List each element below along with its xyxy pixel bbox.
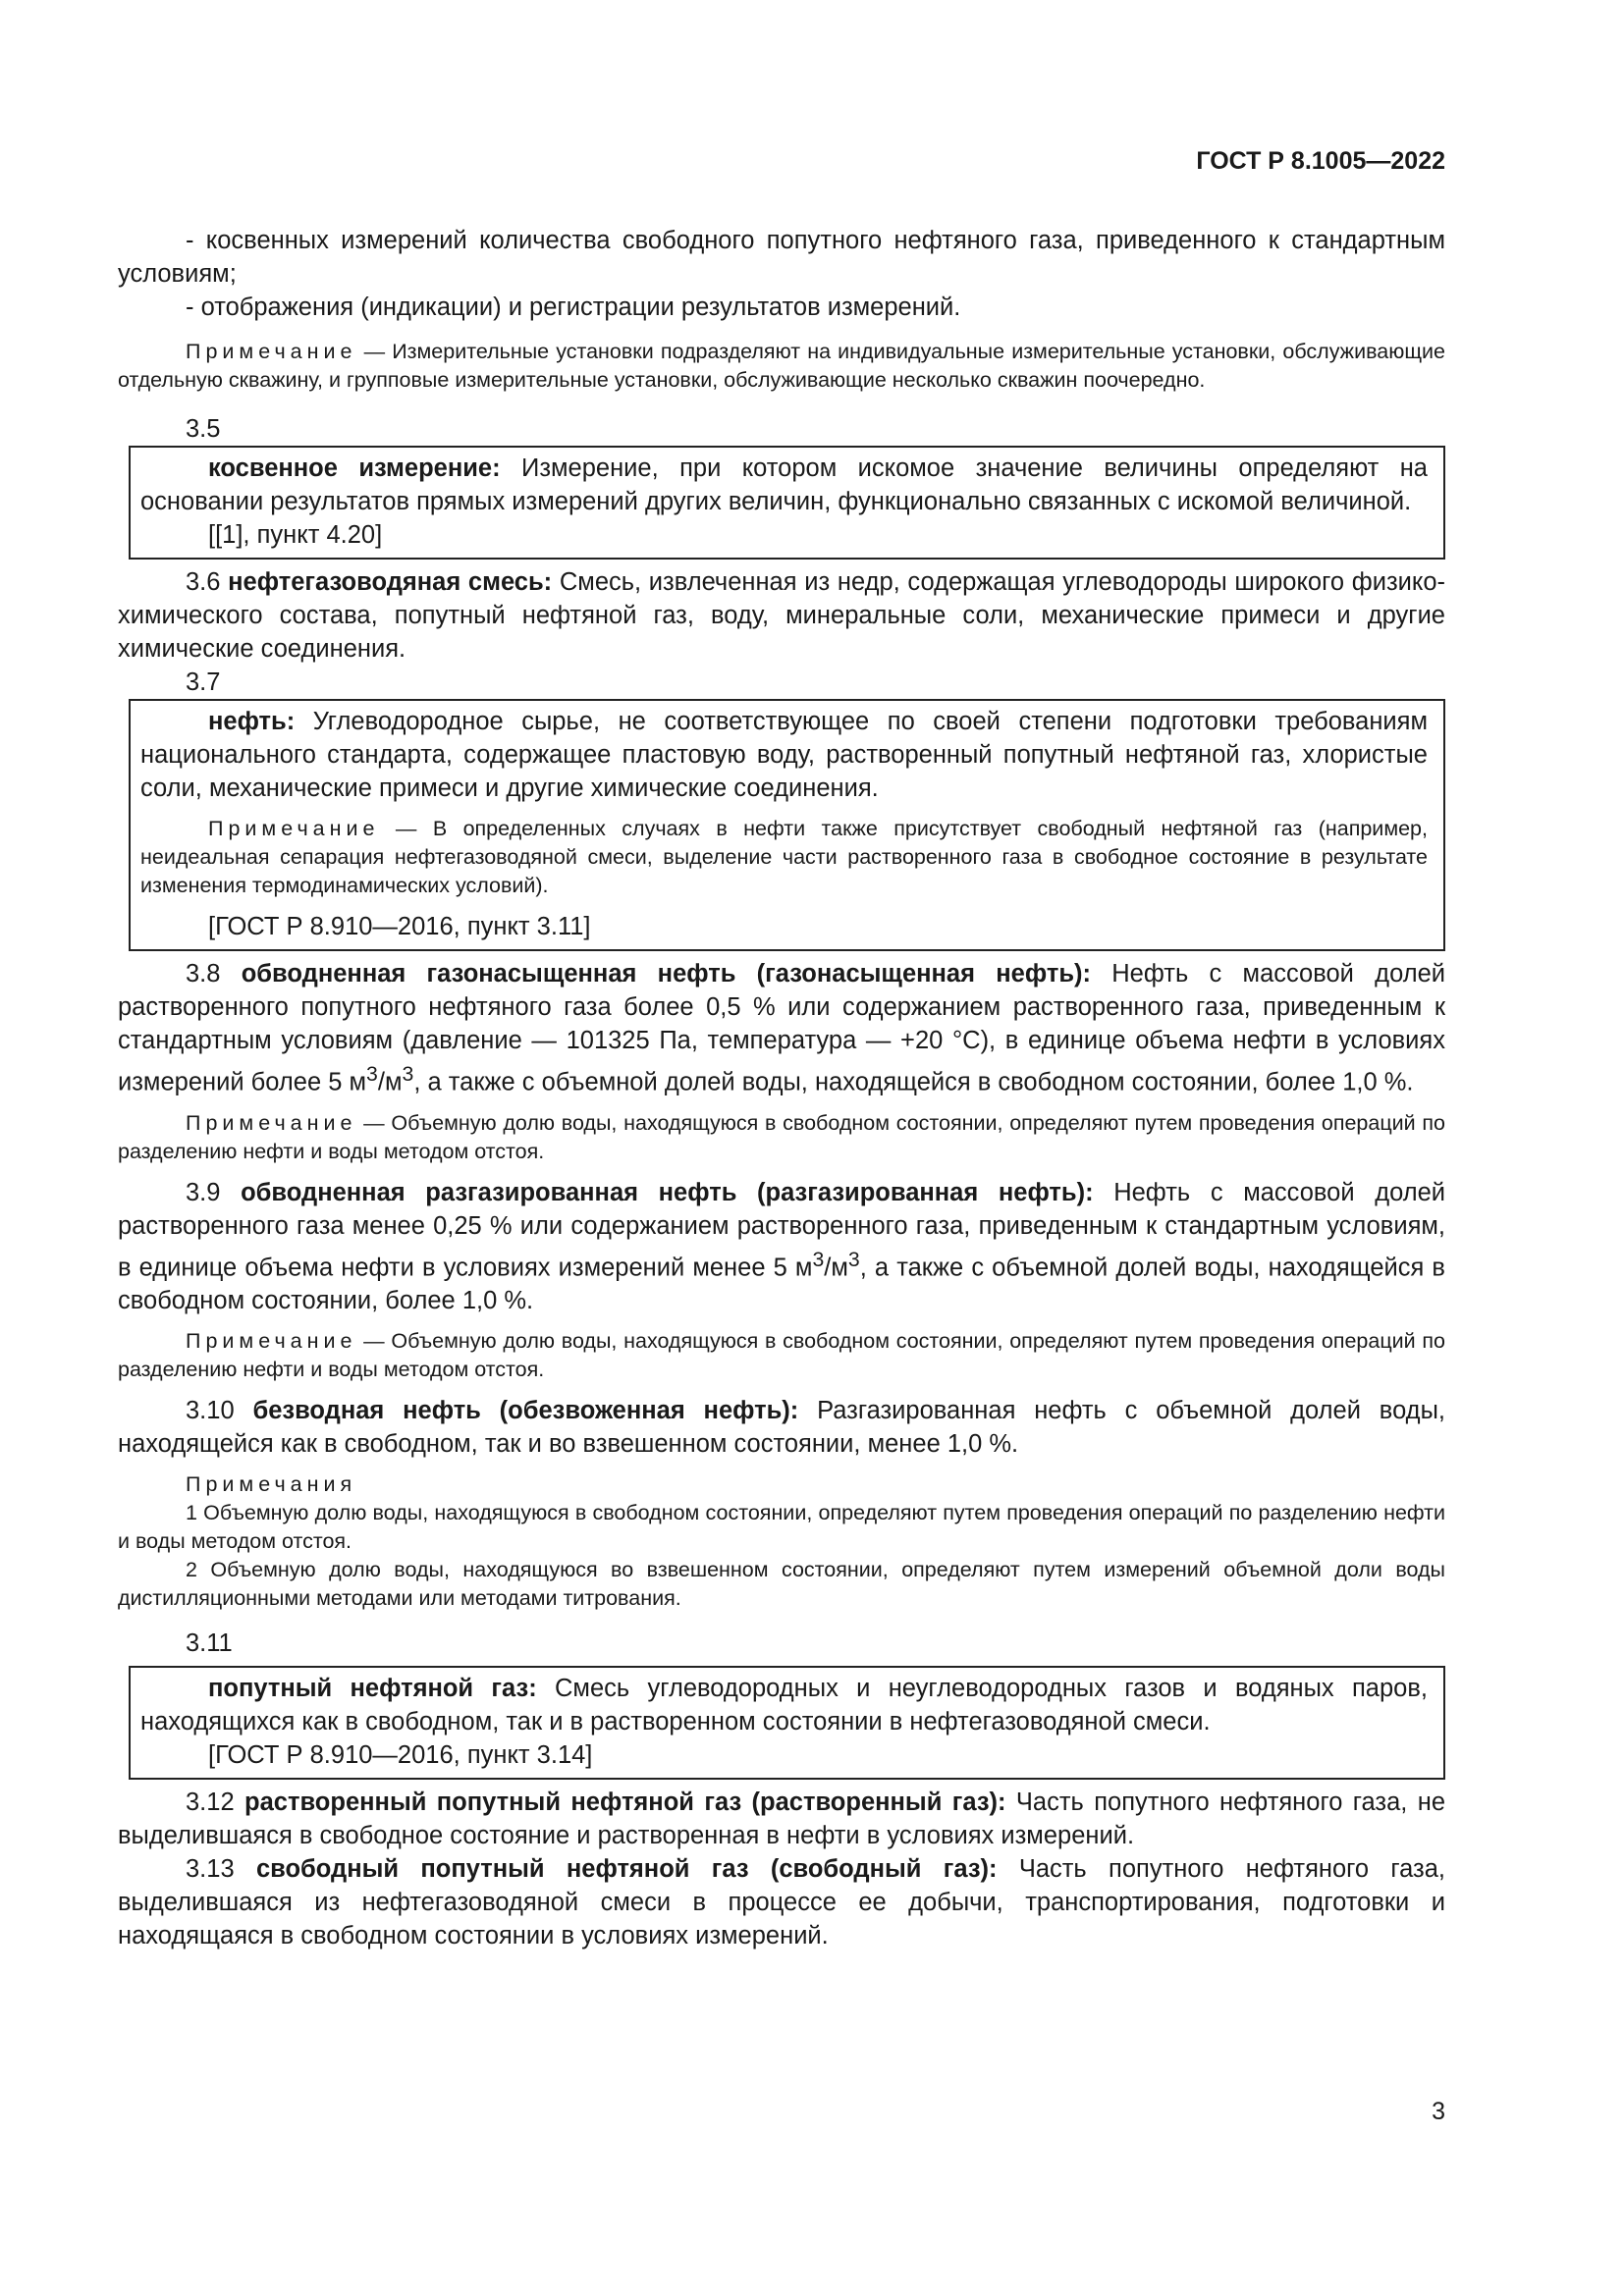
definition: Часть попутного нефтяного газа, выделившаяся из нефтегазоводяной смеси в процессе ее добычи, транспортирования, подготовки и находящаяся в свободном состоянии в условиях измерений. xyxy=(118,1855,1445,1949)
term: обводненная разгазированная нефть (разгазированная нефть): xyxy=(241,1178,1094,1206)
superscript: 3 xyxy=(366,1062,378,1086)
section-number: 3.10 xyxy=(186,1397,235,1424)
section-3-6 xyxy=(118,565,1445,666)
section-3-5-number: 3.5 xyxy=(186,415,221,443)
term: нефтегазоводяная смесь: xyxy=(228,568,553,596)
section-3-11-box xyxy=(129,1666,1445,1780)
section-3-13 xyxy=(118,1852,1445,1952)
unit-slash: /м xyxy=(824,1254,848,1281)
section-number: 3.12 xyxy=(186,1789,235,1816)
section-3-10-notes-label: Примечания xyxy=(186,1472,357,1496)
note-label: Примечание xyxy=(186,1110,357,1135)
section-3-7-number: 3.7 xyxy=(186,668,221,696)
superscript: 3 xyxy=(847,1247,860,1271)
term: обводненная газонасыщенная нефть (газонасыщенная нефть): xyxy=(241,960,1091,988)
definition-part-b: , а также с объемной долей воды, находящейся в свободном состоянии, более 1,0 %. xyxy=(118,1254,1445,1314)
note-label: Примечание xyxy=(186,340,357,363)
section-number: 3.9 xyxy=(186,1178,221,1206)
section-3-12 xyxy=(118,1786,1445,1852)
section-3-10-note-1: 1 Объемную долю воды, находящуюся в свободном состоянии, определяют путем проведения операций по разделению нефти и воды методом отстоя. xyxy=(118,1501,1445,1553)
section-number: 3.13 xyxy=(186,1855,235,1883)
definition: Измерение, при котором искомое значение величины определяют на основании результатов прямых измерений других величин, функционально связанных с искомой величиной. xyxy=(140,454,1428,515)
definition: Смесь углеводородных и неуглеводородных газов и водяных паров, находящихся как в свободном, так и в растворенном состоянии в нефтегазоводяной смеси. xyxy=(140,1675,1428,1735)
note-text: — Объемную долю воды, находящуюся в свободном состоянии, определяют путем проведения операций по разделению нефти и воды методом отстоя. xyxy=(118,1110,1445,1163)
definition-part-a: Нефть с массовой долей растворенного попутного нефтяного газа более 0,5 % или содержанием растворенного газа, приведенным к стандартным условиям (давление — 101325 Па, температура — +20 °С), в единице объема нефти в условиях измерений более 5 м xyxy=(118,960,1445,1096)
section-number: 3.6 xyxy=(186,568,221,596)
page-number: 3 xyxy=(1432,2098,1445,2125)
note-label: Примечание xyxy=(208,817,380,840)
definition: Углеводородное сырье, не соответствующее по своей степени подготовки требованиям национального стандарта, содержащее пластовую воду, растворенный попутный нефтяной газ, хлористые соли, механические примеси и другие химические соединения. xyxy=(140,708,1428,802)
section-3-8 xyxy=(118,957,1445,1099)
note-text: — В определенных случаях в нефти также присутствует свободный нефтяной газ (например, неидеальная сепарация нефтегазоводяной смеси, выделение части растворенного газа в свободное состояние в результате изменения термодинамических условий). xyxy=(140,817,1428,897)
term: растворенный попутный нефтяной газ (растворенный газ): xyxy=(244,1789,1006,1816)
note-text: — Объемную долю воды, находящуюся в свободном состоянии, определяют путем проведения операций по разделению нефти и воды методом отстоя. xyxy=(118,1329,1445,1381)
section-3-10 xyxy=(118,1394,1445,1461)
superscript: 3 xyxy=(812,1247,825,1271)
definition: Разгазированная нефть с объемной долей воды, находящейся как в свободном, так и во взвешенном состоянии, менее 1,0 %. xyxy=(118,1397,1445,1458)
unit-slash: /м xyxy=(377,1068,403,1096)
page-body xyxy=(118,147,1445,1952)
section-3-10-note-2: 2 Объемную долю воды, находящуюся во взвешенном состоянии, определяют путем измерений объемной доли воды дистилляционными методами или методами титрования. xyxy=(118,1558,1445,1610)
note-text: — Измерительные установки подразделяют на индивидуальные измерительные установки, обслуживающие отдельную скважину, и групповые измерительные установки, обслуживающие несколько скважин поочередно. xyxy=(118,340,1445,392)
intro-note xyxy=(118,338,1445,395)
definition-part-b: , а также с объемной долей воды, находящейся в свободном состоянии, более 1,0 %. xyxy=(413,1068,1414,1096)
definition-part-a: Нефть с массовой долей растворенного газа менее 0,25 % или содержанием растворенного газа, приведенным к стандартным условиям, в единице объема нефти в условиях измерений менее 5 м xyxy=(118,1178,1445,1281)
section-3-9-note xyxy=(118,1327,1445,1384)
source-ref: [[1], пункт 4.20] xyxy=(208,521,383,549)
source-ref: [ГОСТ Р 8.910—2016, пункт 3.11] xyxy=(208,913,591,940)
definition: Смесь, извлеченная из недр, содержащая углеводороды широкого физико-химического состава, попутный нефтяной газ, воду, минеральные соли, механические примеси и другие химические соединения. xyxy=(118,568,1445,663)
superscript: 3 xyxy=(402,1062,414,1086)
note-label: Примечание xyxy=(186,1329,357,1353)
term: безводная нефть (обезвоженная нефть): xyxy=(252,1397,799,1424)
definition: Часть попутного нефтяного газа, не выделившаяся в свободное состояние и растворенная в нефти в условиях измерений. xyxy=(118,1789,1446,1849)
section-3-11-number: 3.11 xyxy=(186,1629,233,1657)
intro-item-2: - отображения (индикации) и регистрации результатов измерений. xyxy=(186,294,961,321)
section-3-9 xyxy=(118,1176,1445,1318)
section-3-8-note xyxy=(118,1109,1445,1166)
term: нефть: xyxy=(208,708,296,735)
source-ref: [ГОСТ Р 8.910—2016, пункт 3.14] xyxy=(208,1741,593,1769)
section-3-5-box xyxy=(129,446,1445,560)
section-number: 3.8 xyxy=(186,960,221,988)
term: попутный нефтяной газ: xyxy=(208,1675,537,1702)
term: свободный попутный нефтяной газ (свободный газ): xyxy=(255,1855,998,1883)
document-code: ГОСТ Р 8.1005—2022 xyxy=(1196,147,1445,175)
term: косвенное измерение: xyxy=(208,454,501,482)
section-3-7-box xyxy=(129,699,1445,951)
intro-item-1: - косвенных измерений количества свободного попутного нефтяного газа, приведенного к стандартным условиям; xyxy=(118,227,1445,288)
